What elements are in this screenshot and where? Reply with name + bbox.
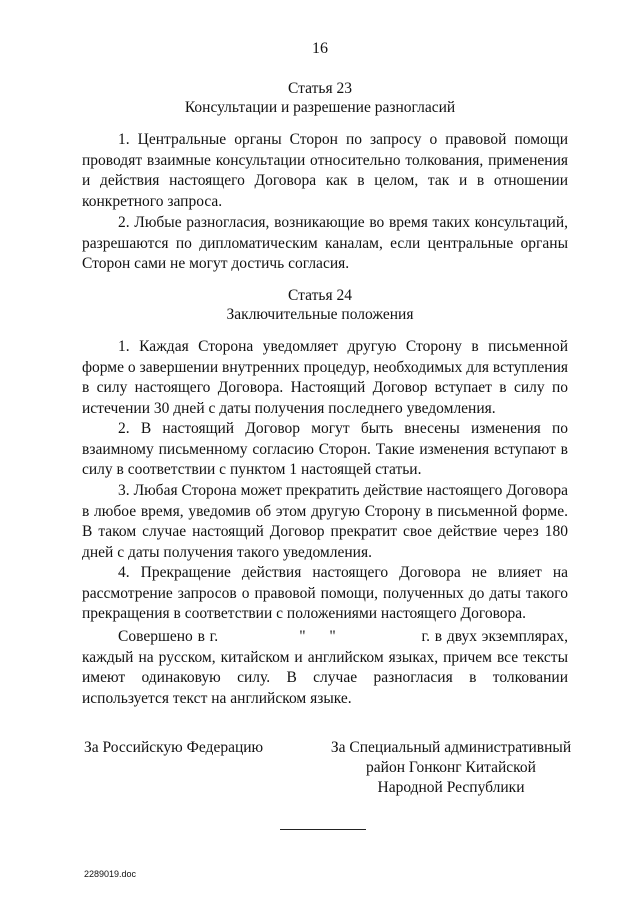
signature-hong-kong-line-2: район Гонконг Китайской xyxy=(366,759,536,776)
article-23-header xyxy=(0,79,640,117)
article-24-paragraph-4: 4. Прекращение действия настоящего Договора не влияет на рассмотрение запросов о правовой помощи, полученных до даты такого прекращения в соответствии с положениями настоящего Договора. xyxy=(82,564,568,622)
article-23-heading: Статья 23 xyxy=(288,80,352,97)
end-rule xyxy=(280,829,366,830)
signature-hong-kong-line-3: Народной Республики xyxy=(377,779,525,796)
article-24-heading: Статья 24 xyxy=(288,287,352,304)
article-23-paragraph-1: 1. Центральные органы Сторон по запросу о правовой помощи проводят взаимные консультации относительно толкования, применения и действия настоящего Договора как в целом, так и в отношении конкретного запроса. xyxy=(82,131,568,210)
signature-russian-federation: За Российскую Федерацию xyxy=(84,739,264,756)
article-24-title: Заключительные положения xyxy=(226,306,414,323)
article-24-paragraph-3: 3. Любая Сторона может прекратить действие настоящего Договора в любое время, уведомив об этом другую Сторону в письменной форме. В таком случае настоящий Договор прекратит свое действие через 180 дней с даты получения такого уведомления. xyxy=(82,482,568,561)
document-file-code: 2289019.doc xyxy=(84,869,137,879)
article-23-paragraph-2: 2. Любые разногласия, возникающие во время таких консультаций, разрешаются по дипломатическим каналам, если центральные органы Сторон сами не могут достичь согласия. xyxy=(82,214,568,272)
article-24-paragraph-2: 2. В настоящий Договор могут быть внесены изменения по взаимному письменному согласию Сторон. Такие изменения вступают в силу в соответствии с пунктом 1 настоящей статьи. xyxy=(82,420,568,478)
page-number: 16 xyxy=(312,40,328,57)
signature-hong-kong-line-1: За Специальный административный xyxy=(330,739,572,756)
article-23-title: Консультации и разрешение разногласий xyxy=(184,99,456,116)
signature-hong-kong xyxy=(326,738,576,798)
article-24-paragraph-1: 1. Каждая Сторона уведомляет другую Сторону в письменной форме о завершении внутренних процедур, необходимых для вступления в силу настоящего Договора. Настоящий Договор вступает в силу по истечении 30 дней с даты получения последнего уведомления. xyxy=(82,338,568,417)
article-24-header xyxy=(0,286,640,324)
concluded-clause: Совершено в г. " " г. в двух экземплярах, каждый на русском, китайском и английском языках, причем все тексты имеют одинаковую силу. В случае разногласия в толковании используется текст на английском языке. xyxy=(82,628,572,707)
